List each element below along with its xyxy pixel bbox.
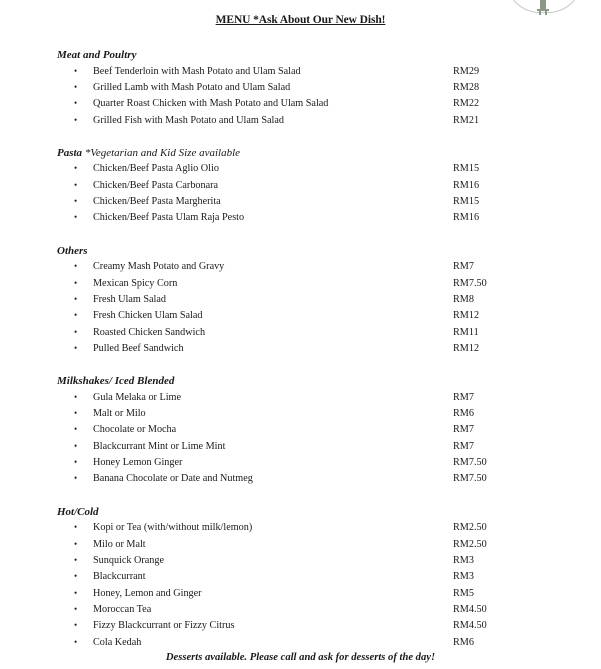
list-item bbox=[0, 457, 601, 473]
bullet: • bbox=[74, 180, 78, 190]
item-name: Milo or Malt bbox=[93, 539, 146, 550]
item-price: RM8 bbox=[453, 294, 474, 305]
item-name: Beef Tenderloin with Mash Potato and Ulam Salad bbox=[93, 66, 301, 77]
list-item bbox=[0, 637, 601, 653]
bullet: • bbox=[74, 457, 78, 467]
list-item bbox=[0, 424, 601, 440]
item-price: RM16 bbox=[453, 212, 480, 223]
item-name: Honey, Lemon and Ginger bbox=[93, 588, 202, 599]
menu-title: MENU *Ask About Our New Dish! bbox=[215, 14, 386, 26]
item-name: Chicken/Beef Pasta Carbonara bbox=[93, 180, 219, 191]
item-name: Fresh Ulam Salad bbox=[93, 294, 166, 305]
list-item bbox=[0, 82, 601, 98]
list-item bbox=[0, 163, 601, 179]
bullet: • bbox=[74, 637, 78, 647]
item-name: Chicken/Beef Pasta Margherita bbox=[93, 196, 221, 207]
bullet: • bbox=[74, 294, 78, 304]
item-name: Blackcurrant Mint or Lime Mint bbox=[93, 441, 226, 452]
list-item bbox=[0, 98, 601, 114]
list-item bbox=[0, 539, 601, 555]
bullet: • bbox=[74, 343, 78, 353]
item-price: RM12 bbox=[453, 310, 480, 321]
item-price: RM7.50 bbox=[453, 473, 487, 484]
item-price: RM7.50 bbox=[453, 278, 487, 289]
item-price: RM2.50 bbox=[453, 539, 487, 550]
item-name: Fizzy Blackcurrant or Fizzy Citrus bbox=[93, 620, 235, 631]
item-price: RM6 bbox=[453, 408, 474, 419]
item-price: RM15 bbox=[453, 163, 480, 174]
item-name: Fresh Chicken Ulam Salad bbox=[93, 310, 203, 321]
item-price: RM4.50 bbox=[453, 620, 487, 631]
item-name: Chicken/Beef Pasta Aglio Olio bbox=[93, 163, 219, 174]
item-name: Chicken/Beef Pasta Ulam Raja Pesto bbox=[93, 212, 245, 223]
section-heading: Pasta *Vegetarian and Kid Size available bbox=[57, 147, 241, 159]
list-item bbox=[0, 212, 601, 228]
section-note: *Vegetarian and Kid Size available bbox=[82, 147, 241, 159]
item-name: Quarter Roast Chicken with Mash Potato and Ulam Salad bbox=[93, 98, 329, 109]
logo-emblem-icon bbox=[536, 0, 550, 15]
bullet: • bbox=[74, 620, 78, 630]
bullet: • bbox=[74, 571, 78, 581]
item-name: Sunquick Orange bbox=[93, 555, 165, 566]
bullet: • bbox=[74, 408, 78, 418]
bullet: • bbox=[74, 604, 78, 614]
item-name: Malt or Milo bbox=[93, 408, 146, 419]
item-price: RM7 bbox=[453, 392, 474, 403]
item-price: RM15 bbox=[453, 196, 480, 207]
item-name: Blackcurrant bbox=[93, 571, 146, 582]
bullet: • bbox=[74, 82, 78, 92]
bullet: • bbox=[74, 327, 78, 337]
item-name: Banana Chocolate or Date and Nutmeg bbox=[93, 473, 253, 484]
list-item bbox=[0, 278, 601, 294]
bullet: • bbox=[74, 473, 78, 483]
bullet: • bbox=[74, 424, 78, 434]
list-item bbox=[0, 327, 601, 343]
item-name: Gula Melaka or Lime bbox=[93, 392, 181, 403]
bullet: • bbox=[74, 212, 78, 222]
item-price: RM21 bbox=[453, 115, 480, 126]
item-price: RM4.50 bbox=[453, 604, 487, 615]
item-name: Grilled Fish with Mash Potato and Ulam Salad bbox=[93, 115, 285, 126]
list-item bbox=[0, 392, 601, 408]
list-item bbox=[0, 180, 601, 196]
item-price: RM6 bbox=[453, 637, 474, 648]
item-price: RM16 bbox=[453, 180, 480, 191]
list-item bbox=[0, 604, 601, 620]
item-name: Chocolate or Mocha bbox=[93, 424, 177, 435]
bullet: • bbox=[74, 539, 78, 549]
section-heading: Milkshakes/ Iced Blended bbox=[57, 375, 175, 387]
item-name: Grilled Lamb with Mash Potato and Ulam Salad bbox=[93, 82, 291, 93]
list-item bbox=[0, 522, 601, 538]
bullet: • bbox=[74, 441, 78, 451]
item-price: RM7 bbox=[453, 261, 474, 272]
item-name: Creamy Mash Potato and Gravy bbox=[93, 261, 225, 272]
bullet: • bbox=[74, 196, 78, 206]
list-item bbox=[0, 310, 601, 326]
item-price: RM22 bbox=[453, 98, 480, 109]
bullet: • bbox=[74, 278, 78, 288]
list-item bbox=[0, 261, 601, 277]
item-price: RM28 bbox=[453, 82, 480, 93]
item-name: Roasted Chicken Sandwich bbox=[93, 327, 206, 338]
bullet: • bbox=[74, 261, 78, 271]
list-item bbox=[0, 588, 601, 604]
footer-note: Desserts available. Please call and ask for desserts of the day! bbox=[165, 652, 436, 663]
list-item bbox=[0, 294, 601, 310]
list-item bbox=[0, 343, 601, 359]
section-heading: Meat and Poultry bbox=[57, 49, 137, 61]
list-item bbox=[0, 66, 601, 82]
bullet: • bbox=[74, 66, 78, 76]
bullet: • bbox=[74, 98, 78, 108]
item-price: RM2.50 bbox=[453, 522, 487, 533]
bullet: • bbox=[74, 555, 78, 565]
bullet: • bbox=[74, 310, 78, 320]
bullet: • bbox=[74, 115, 78, 125]
list-item bbox=[0, 555, 601, 571]
section-heading: Hot/Cold bbox=[57, 506, 99, 518]
item-price: RM3 bbox=[453, 571, 474, 582]
list-item bbox=[0, 571, 601, 587]
item-price: RM29 bbox=[453, 66, 480, 77]
item-price: RM11 bbox=[453, 327, 479, 338]
item-price: RM12 bbox=[453, 343, 480, 354]
list-item bbox=[0, 408, 601, 424]
item-name: Kopi or Tea (with/without milk/lemon) bbox=[93, 522, 253, 533]
item-name: Honey Lemon Ginger bbox=[93, 457, 183, 468]
bullet: • bbox=[74, 522, 78, 532]
list-item bbox=[0, 473, 601, 489]
section-heading: Others bbox=[57, 245, 88, 257]
item-name: Moroccan Tea bbox=[93, 604, 152, 615]
list-item bbox=[0, 441, 601, 457]
bullet: • bbox=[74, 392, 78, 402]
list-item bbox=[0, 620, 601, 636]
item-price: RM7 bbox=[453, 424, 474, 435]
item-price: RM7 bbox=[453, 441, 474, 452]
list-item bbox=[0, 196, 601, 212]
item-price: RM5 bbox=[453, 588, 474, 599]
item-price: RM3 bbox=[453, 555, 474, 566]
bullet: • bbox=[74, 163, 78, 173]
item-name: Mexican Spicy Corn bbox=[93, 278, 178, 289]
item-name: Pulled Beef Sandwich bbox=[93, 343, 184, 354]
item-name: Cola Kedah bbox=[93, 637, 142, 648]
item-price: RM7.50 bbox=[453, 457, 487, 468]
bullet: • bbox=[74, 588, 78, 598]
list-item bbox=[0, 115, 601, 131]
